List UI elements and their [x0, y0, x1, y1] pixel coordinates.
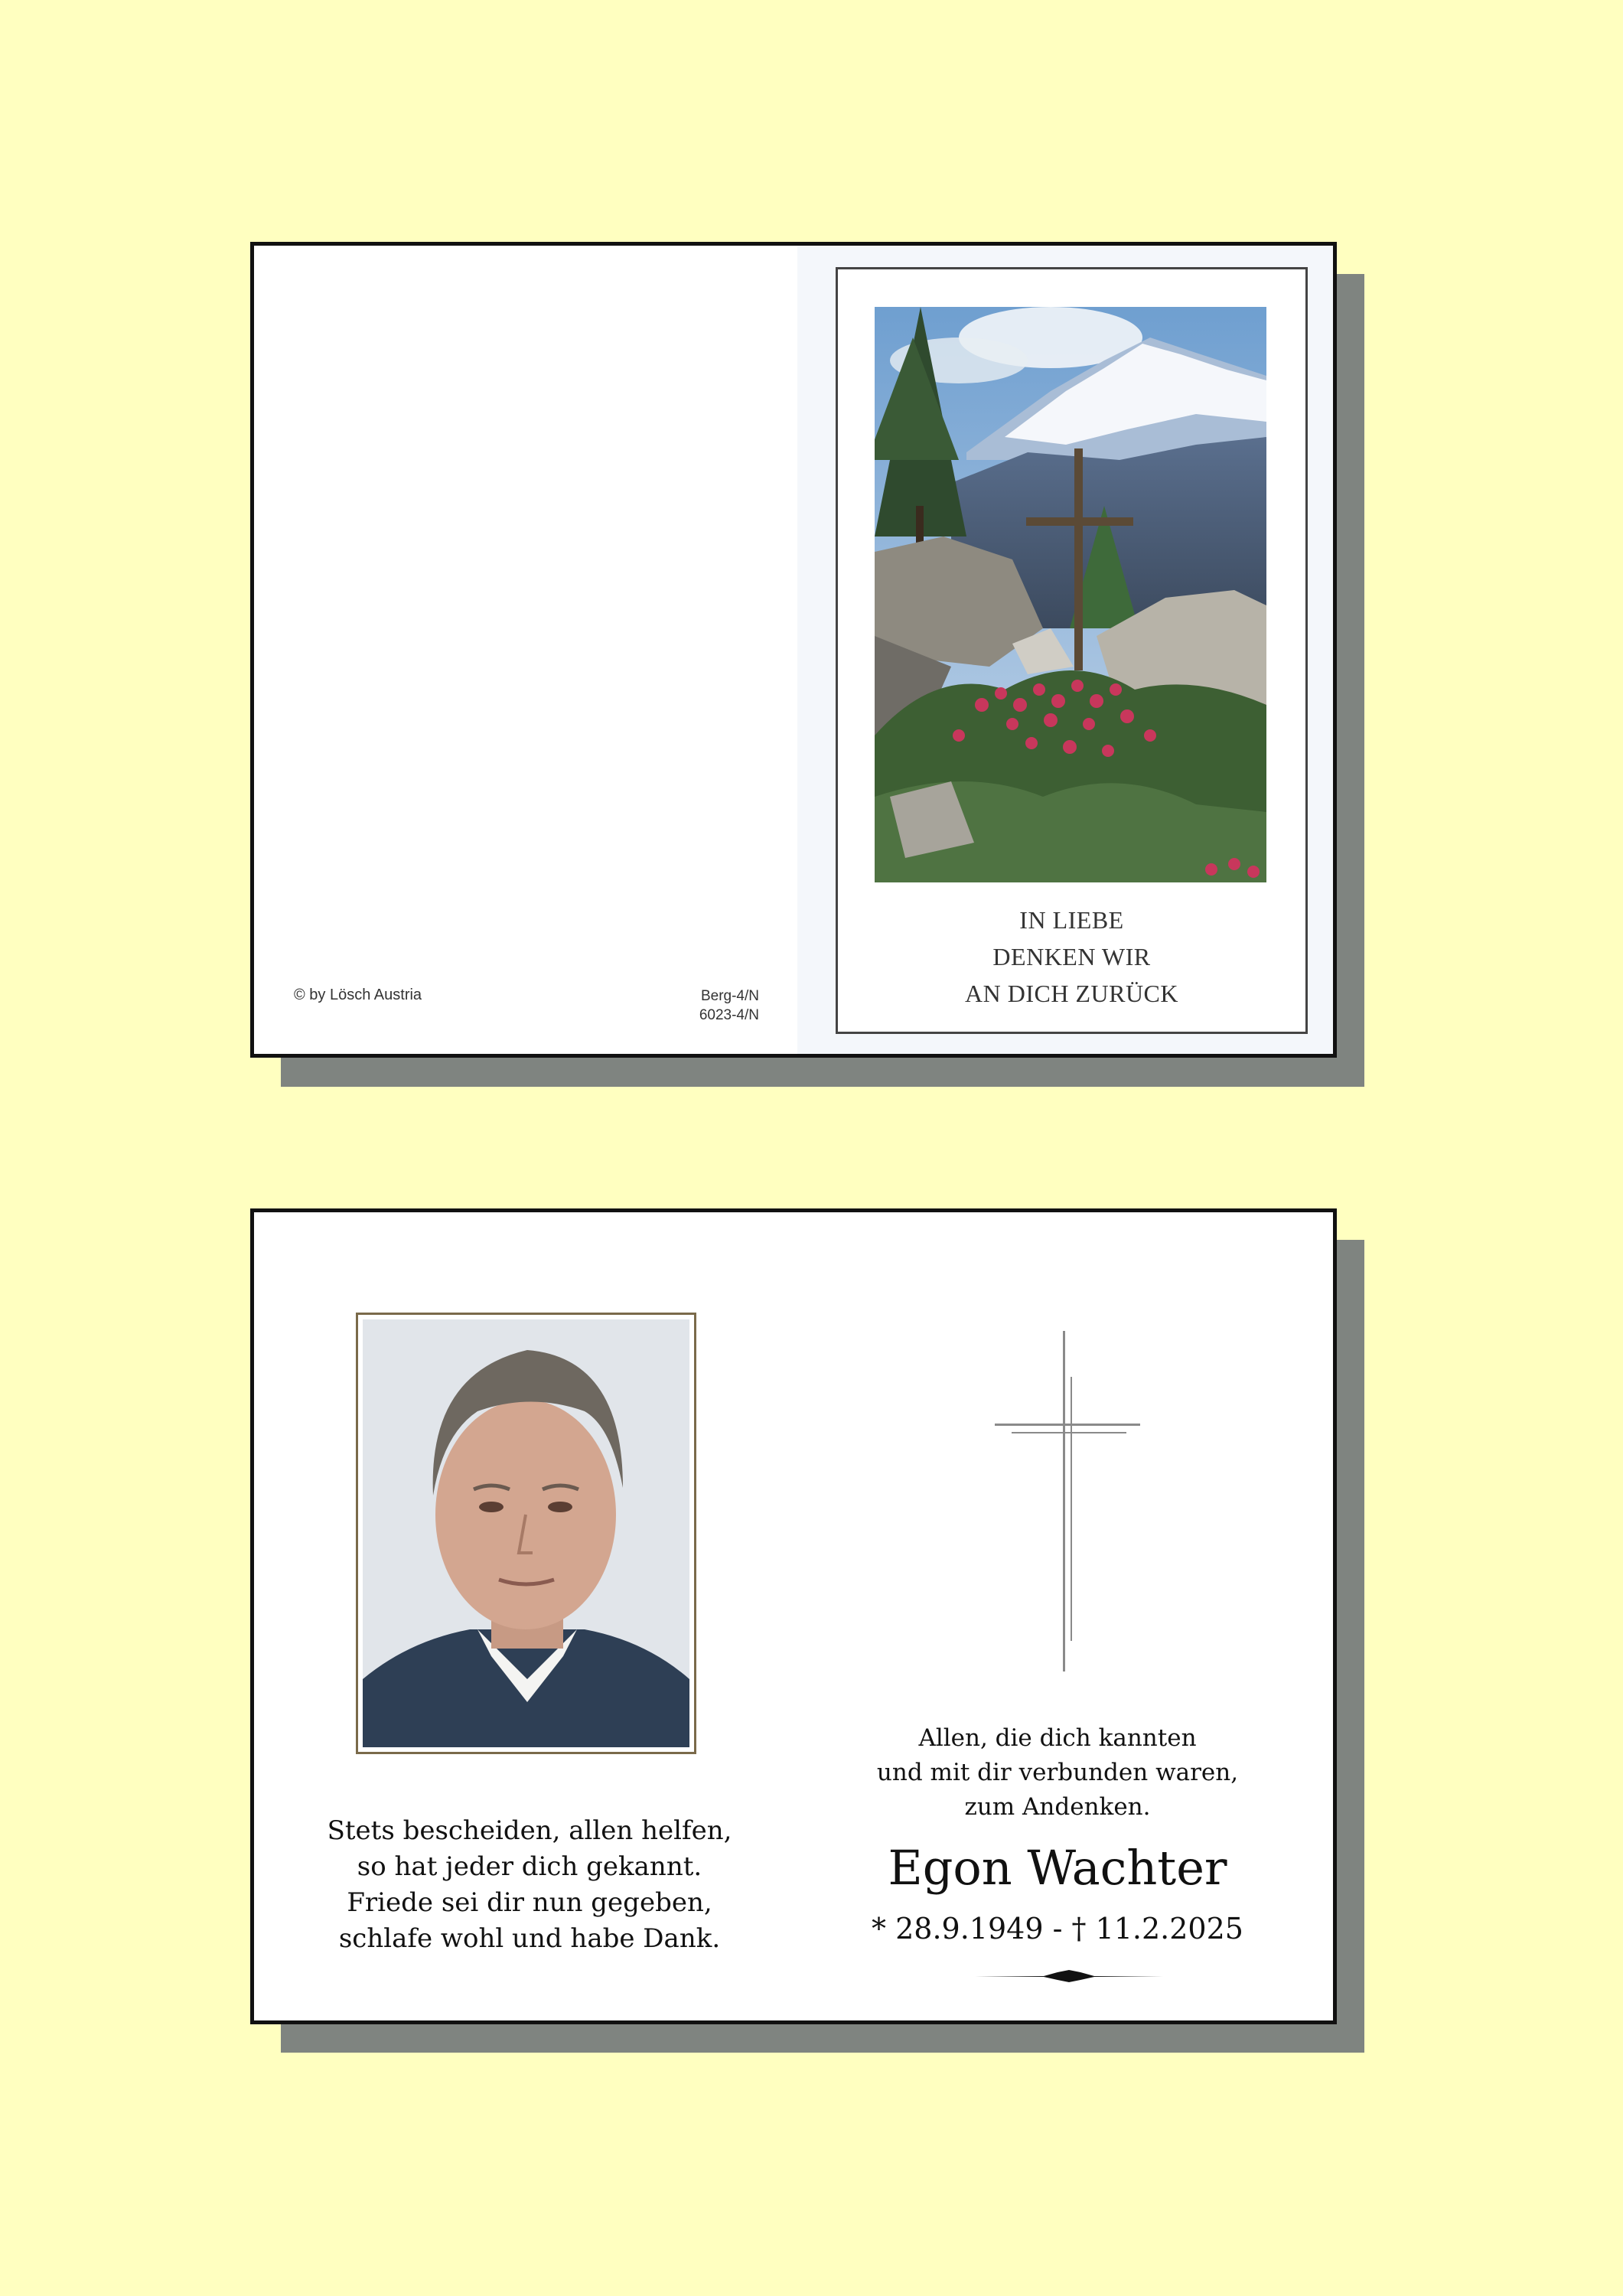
deceased-name: Egon Wachter: [888, 1840, 1227, 1896]
dedication-line: zum Andenken.: [964, 1793, 1151, 1821]
dedication-text: [866, 1721, 1249, 1825]
poem-line: Friede sei dir nun gegeben,: [347, 1887, 712, 1918]
poem-line: so hat jeder dich gekannt.: [357, 1851, 702, 1882]
poem-line: Stets bescheiden, allen helfen,: [327, 1815, 732, 1846]
article-code: 6023-4/N: [699, 1007, 759, 1023]
dedication-line: und mit dir verbunden waren,: [876, 1759, 1239, 1786]
cover-verse-line: AN DICH ZURÜCK: [965, 980, 1178, 1007]
life-dates: * 28.9.1949 - † 11.2.2025: [872, 1912, 1243, 1945]
mountain-cross-image: [875, 307, 1266, 882]
memorial-card-inside: [250, 1208, 1337, 2024]
portrait-photo: [363, 1319, 689, 1747]
cover-verse-line: DENKEN WIR: [992, 943, 1151, 970]
dedication-line: Allen, die dich kannten: [918, 1724, 1197, 1752]
poem-line: schlafe wohl und habe Dank.: [338, 1923, 721, 1954]
cover-verse: [836, 902, 1308, 1012]
memorial-poem: [300, 1813, 759, 1957]
portrait-frame: [356, 1313, 696, 1754]
article-code: Berg-4/N: [700, 988, 759, 1004]
article-codes: [637, 987, 759, 1025]
cover-verse-line: IN LIEBE: [1019, 906, 1124, 934]
ornament-divider-icon: [975, 1970, 1163, 1982]
copyright-notice: © by Lösch Austria: [294, 987, 422, 1003]
memorial-card-outside: [250, 242, 1337, 1058]
